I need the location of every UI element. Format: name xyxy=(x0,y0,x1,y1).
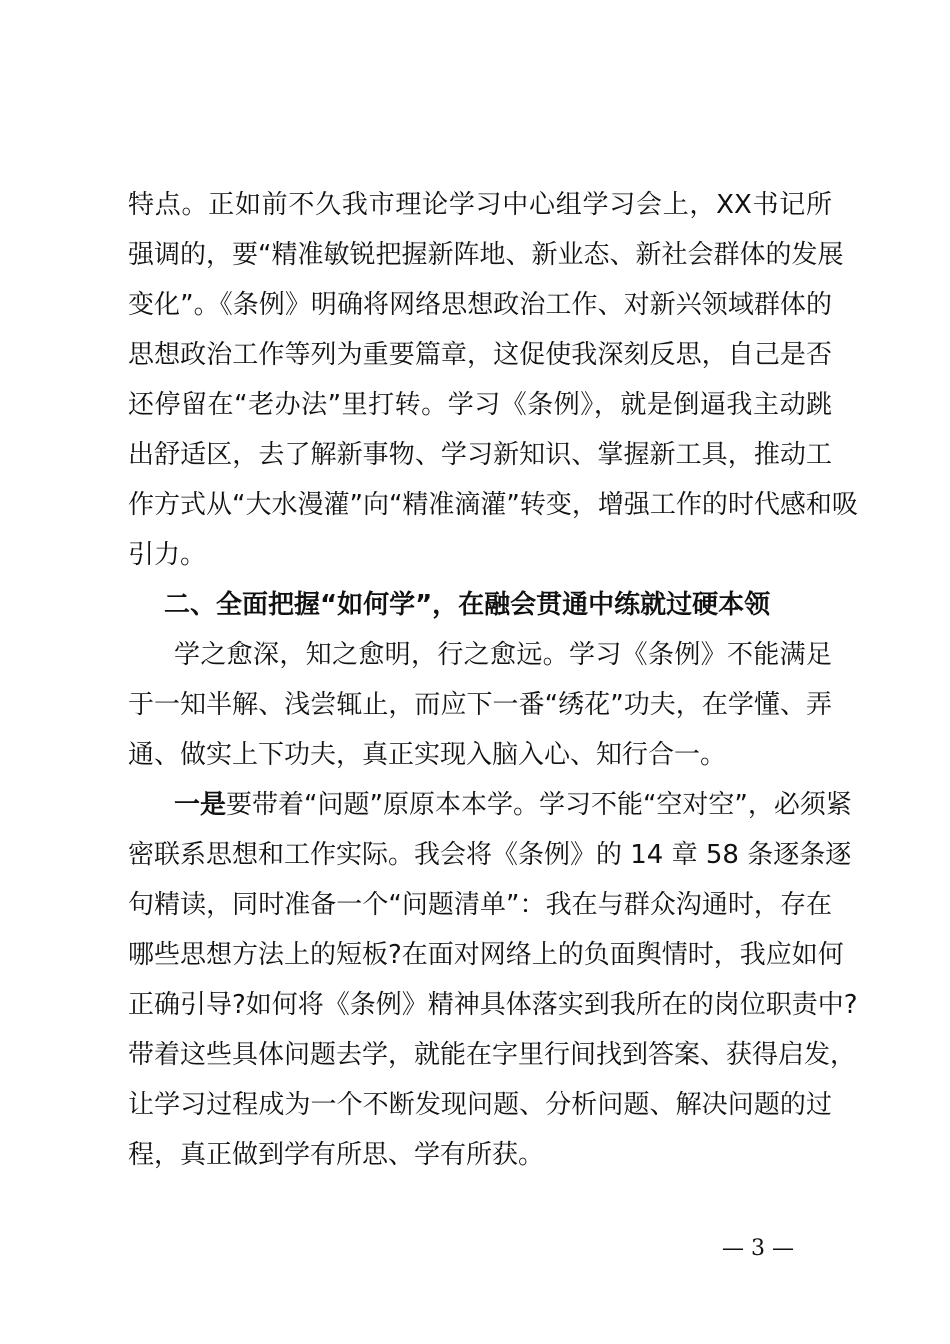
line-text: 出舒适区，去了解新事物、学习新知识、掌握新工具，推动工 xyxy=(128,440,832,470)
paragraph xyxy=(128,630,832,780)
paragraph xyxy=(128,180,858,580)
line-text: 还停留在“老办法”里打转。学习《条例》，就是倒逼我主动跳 xyxy=(128,390,832,420)
text-line xyxy=(128,630,832,680)
text-line xyxy=(128,230,844,280)
line-text: 变化”。《条例》明确将网络思想政治工作、对新兴领域群体的 xyxy=(128,290,832,320)
line-text: 作方式从“大水漫灌”向“精准滴灌”转变，增强工作的时代感和吸 xyxy=(128,490,858,520)
text-line xyxy=(128,380,832,430)
line-text: 让学习过程成为一个不断发现问题、分析问题、解决问题的过 xyxy=(128,1090,832,1120)
text-line xyxy=(128,580,832,630)
text-line xyxy=(128,180,832,230)
text-line xyxy=(128,280,832,330)
line-text: 学之愈深，知之愈明，行之愈远。学习《条例》不能满足 xyxy=(174,640,832,670)
line-text: 引力。 xyxy=(128,540,207,570)
line-text: 密联系思想和工作实际。我会将《条例》的 14 章 58 条逐条逐 xyxy=(128,840,852,870)
text-line xyxy=(128,730,832,780)
line-text: 强调的，要“精准敏锐把握新阵地、新业态、新社会群体的发展 xyxy=(128,240,844,270)
line-text: 带着这些具体问题去学，就能在字里行间找到答案、获得启发， xyxy=(128,1040,857,1070)
line-text: 程，真正做到学有所思、学有所获。 xyxy=(128,1140,545,1170)
line-text: 句精读，同时准备一个“问题清单”：我在与群众沟通时，存在 xyxy=(128,890,832,920)
section-heading xyxy=(128,580,832,630)
text-line xyxy=(128,1030,857,1080)
text-line xyxy=(128,480,858,530)
document-body xyxy=(128,180,858,1180)
page-number: — 3 — xyxy=(722,1236,794,1261)
text-line xyxy=(128,330,832,380)
line-text: 于一知半解、浅尝辄止，而应下一番“绣花”功夫，在学懂、弄 xyxy=(128,690,832,720)
text-line xyxy=(128,930,844,980)
text-line xyxy=(128,780,852,830)
text-line xyxy=(128,980,858,1030)
bold-lead: 一是 xyxy=(174,790,227,820)
line-text: 特点。正如前不久我市理论学习中心组学习会上，XX书记所 xyxy=(128,190,832,220)
text-line xyxy=(128,1080,832,1130)
text-line xyxy=(128,830,852,880)
line-text: 通、做实上下功夫，真正实现入脑入心、知行合一。 xyxy=(128,740,727,770)
line-text: 哪些思想方法上的短板?在面对网络上的负面舆情时，我应如何 xyxy=(128,940,844,970)
line-text: 二、全面把握“如何学”，在融会贯通中练就过硬本领 xyxy=(164,590,771,620)
text-line xyxy=(128,680,832,730)
line-text: 要带着“问题”原原本本学。学习不能“空对空”，必须紧 xyxy=(226,790,852,820)
text-line xyxy=(128,880,832,930)
text-line xyxy=(128,530,832,580)
text-line xyxy=(128,1130,832,1180)
text-line xyxy=(128,430,832,480)
paragraph xyxy=(128,780,858,1180)
line-text: 思想政治工作等列为重要篇章，这促使我深刻反思，自己是否 xyxy=(128,340,832,370)
line-text: 正确引导?如何将《条例》精神具体落实到我所在的岗位职责中? xyxy=(128,990,858,1020)
